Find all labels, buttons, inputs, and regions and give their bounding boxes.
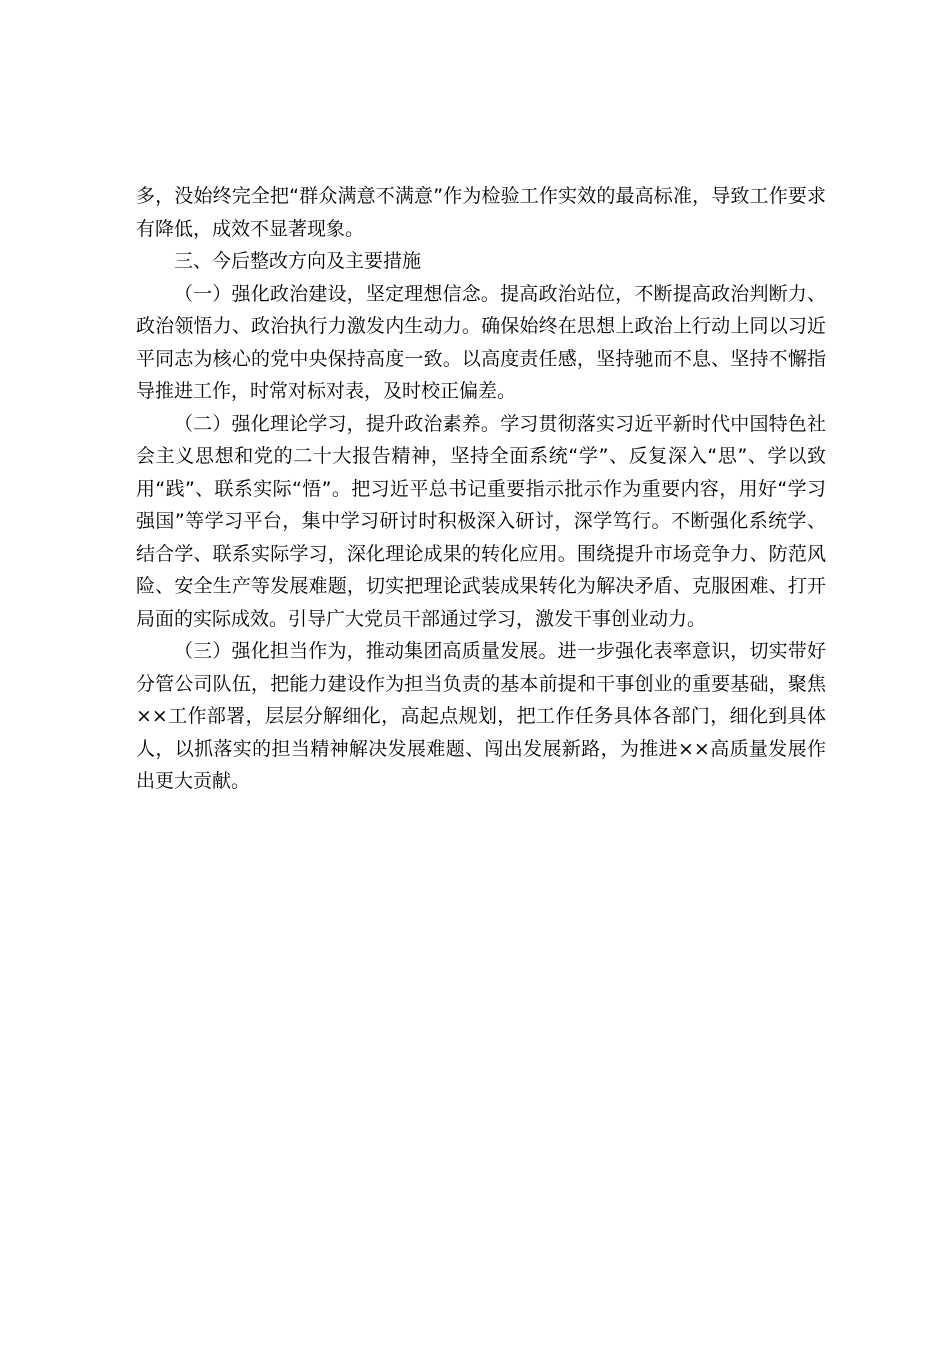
section-heading: 三、今后整改方向及主要措施 bbox=[174, 250, 422, 272]
paragraph-measure-2: （二）强化理论学习，提升政治素养。学习贯彻落实习近平新时代中国特色社会主义思想和党的二十大报告精神，坚持全面系统“学”、反复深入“思”、学以致用“践”、联系实际“悟”。把习近平总书记重要指示批示作为重要内容，用好“学习强国”等学习平台，集中学习研讨时积极深入研讨，深学笃行。不断强化系统学、结合学、联系实际学习，深化理论成果的转化应用。围绕提升市场竞争力、防范风险、安全生产等发展难题，切实把理论武装成果转化为解决矛盾、克服困难、打开局面的实际成效。引导广大党员干部通过学习，激发干事创业动力。 bbox=[136, 412, 826, 630]
document-body bbox=[136, 180, 826, 798]
paragraph-measure-3: （三）强化担当作为，推动集团高质量发展。进一步强化表率意识，切实带好分管公司队伍，把能力建设作为担当负责的基本前提和干事创业的重要基础，聚焦××工作部署，层层分解细化，高起点规划，把工作任务具体各部门，细化到具体人，以抓落实的担当精神解决发展难题、闯出发展新路，为推进××高质量发展作出更大贡献。 bbox=[136, 640, 826, 792]
paragraph-continuation: 多，没始终完全把“群众满意不满意”作为检验工作实效的最高标准，导致工作要求有降低，成效不显著现象。 bbox=[136, 185, 826, 240]
paragraph-measure-1: （一）强化政治建设，坚定理想信念。提高政治站位，不断提高政治判断力、政治领悟力、政治执行力激发内生动力。确保始终在思想上政治上行动上同以习近平同志为核心的党中央保持高度一致。以高度责任感，坚持驰而不息、坚持不懈指导推进工作，时常对标对表，及时校正偏差。 bbox=[136, 282, 826, 402]
